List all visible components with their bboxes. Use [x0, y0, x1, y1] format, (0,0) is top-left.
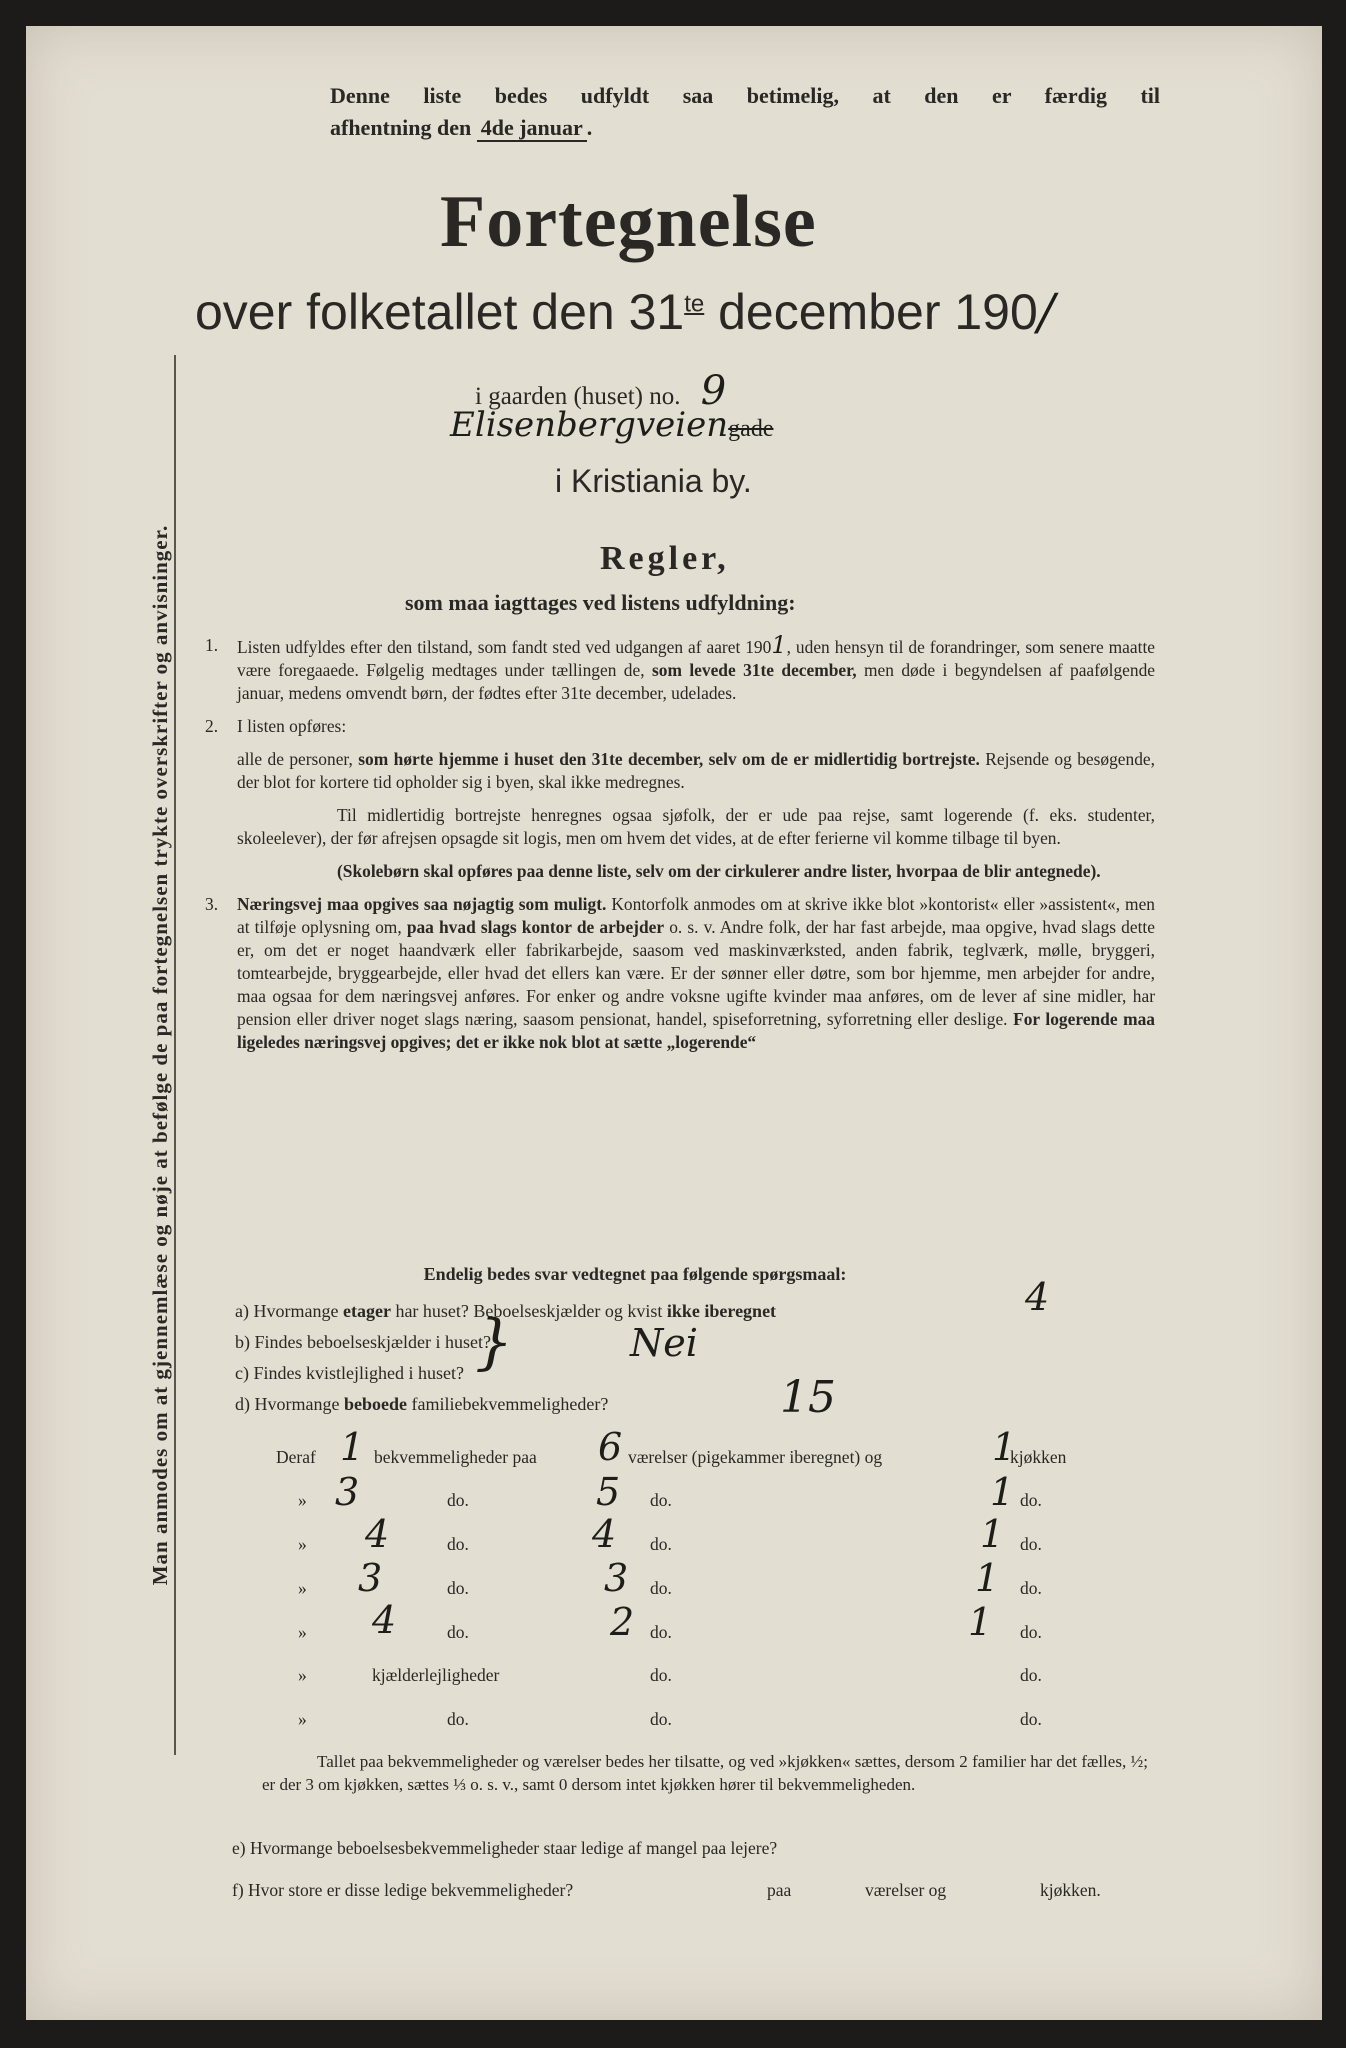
do-label: do. — [447, 1578, 469, 1598]
question-a-bold-1: etager — [342, 1301, 391, 1321]
sidebar-instruction-text: Man anmodes om at gjennemlæse og nøje at befølge de paa fortegnelsen trykte overskrifter og anvisninger. — [148, 524, 172, 1586]
do-label: do. — [650, 1578, 672, 1598]
subtitle-pre: over folketallet den 31 — [195, 284, 685, 340]
subtitle-post: december 190 — [704, 284, 1038, 340]
delivery-note-period: . — [586, 115, 593, 140]
row-1-bekv-handwritten: 1 — [340, 1425, 365, 1469]
rule-1-year-handwritten: 1 — [771, 631, 787, 659]
row-3-bekv-handwritten: 4 — [365, 1512, 390, 1556]
ditto-mark: » — [298, 1534, 307, 1554]
row-2-bekv-handwritten: 3 — [335, 1470, 360, 1514]
city-line: i Kristiania by. — [555, 463, 752, 499]
bekv-label: bekvemmeligheder paa — [374, 1447, 537, 1467]
do-label: do. — [1020, 1665, 1042, 1685]
rule-1-text-c: men døde i begyndelsen af paafølgende januar, medens omvendt børn, der fødtes efter 31te december, udelades. — [237, 660, 1155, 703]
rule-2-p1-b: Rejsende og besøgende, der blot for kortere tid opholder sig i byen, skal ikke medregnes. — [237, 749, 1155, 792]
street-name-handwritten: Elisenbergveien — [450, 405, 729, 445]
rule-1-text-a: Listen udfyldes efter den tilstand, som fandt sted ved udgangen af aaret 190 — [237, 637, 772, 657]
ditto-mark: » — [298, 1709, 307, 1729]
do-label: do. — [447, 1622, 469, 1642]
do-label: do. — [650, 1709, 672, 1729]
street-suffix-struck: gade — [728, 416, 774, 442]
delivery-note — [330, 80, 1160, 144]
do-label: do. — [1020, 1622, 1042, 1642]
rule-3-bold-2: paa hvad slags kontor de arbejder — [406, 917, 665, 937]
subtitle-sup: te — [684, 290, 705, 318]
questions-heading: Endelig bedes svar vedtegnet paa følgende spørgsmaal: — [423, 1264, 847, 1284]
kjaelder-label: kjælderlejligheder — [372, 1665, 500, 1685]
rule-number: 1. — [205, 635, 219, 655]
vaer-label: værelser (pigekammer iberegnet) og — [628, 1447, 883, 1467]
question-c-text: c) Findes kvistlejlighed i huset? — [235, 1363, 464, 1383]
row-5-bekv-handwritten: 4 — [372, 1598, 397, 1642]
row-1-vaer-handwritten: 6 — [598, 1425, 623, 1469]
row-5-vaer-handwritten: 2 — [610, 1600, 635, 1644]
rule-number: 2. — [205, 716, 219, 736]
delivery-note-line2-pre: afhentning den — [330, 115, 472, 140]
rule-1 — [205, 631, 1155, 705]
year-handwritten: / — [1037, 283, 1055, 341]
row-4-kjokken-handwritten: 1 — [975, 1556, 1000, 1600]
rule-3-bold-1: Næringsvej maa opgives saa nøjagtig som muligt. — [237, 894, 607, 914]
row-3-vaer-handwritten: 4 — [592, 1512, 617, 1556]
question-f-vaer: værelser og — [865, 1880, 947, 1900]
do-label: do. — [447, 1534, 469, 1554]
rules-subheading: som maa iagttages ved listens udfyldning: — [405, 590, 796, 615]
row-3-kjokken-handwritten: 1 — [980, 1512, 1005, 1556]
do-label: do. — [1020, 1534, 1042, 1554]
brace-mark: } — [475, 1307, 514, 1377]
rule-3-text-b: o. s. v. Andre folk, der har fast arbejde, maa opgive, hvad slags dette er, om det er noget haandværk eller fabrikarbejde, saasom ved maskinværksted, anden fabrik, teglværk, mølle, bryggeri, tomtearbejde, bryggearbejde, eller hvad det ellers kan være. Er der sønner eller døtre, som bor hjemme, men arbejder for andre, maa ogsaa for dem næringsvej anføres. For enker og andre voksne ugifte kvinder maa anføres, om de lever af sine midler, har pension eller driver noget slags næring, saasom pensionat, handel, spiseforretning, syforretning eller deslige. — [237, 917, 1155, 1029]
ditto-mark: » — [298, 1665, 307, 1685]
question-a-mid: har huset? Beboelseskjælder og kvist — [390, 1301, 667, 1321]
row-2-kjokken-handwritten: 1 — [990, 1470, 1015, 1514]
house-number-handwritten: 9 — [700, 368, 727, 414]
rules-list — [205, 631, 1156, 1064]
rule-3 — [205, 893, 1155, 1054]
instruction-sidebar — [118, 355, 178, 1755]
rule-1-text-b: , uden hensyn til de forandringer, som senere maatte være foregaaede. Følgelig medtages under tællingen de, — [237, 637, 1155, 680]
rule-2-p1-bold: som hørte hjemme i huset den 31te december, selv om de er midlertidig bortrejste. — [358, 749, 980, 769]
do-label: do. — [447, 1709, 469, 1729]
rule-2-p2: Til midlertidig bortrejste henregnes ogsaa sjøfolk, der er ude paa rejse, samt logerende (f. eks. studenter, skoleelever), der før afrejsen opsagde sit logis, men om hvem det vides, at de efter ferierne vil komme tilbage til byen. — [237, 805, 1155, 848]
rule-2-intro: I listen opføres: — [237, 716, 347, 736]
do-label: do. — [447, 1490, 469, 1510]
question-d-pre: d) Hvormange — [235, 1394, 344, 1414]
do-label: do. — [650, 1490, 672, 1510]
ditto-mark: » — [298, 1622, 307, 1642]
rule-3-bold-3: For logerende maa ligeledes næringsvej opgives; det er ikke nok blot at sætte „logerende“ — [237, 1009, 1155, 1052]
rule-2-p3: (Skolebørn skal opføres paa denne liste, selv om der cirkulerer andre lister, hvorpaa de blir antegnede). — [337, 861, 1101, 881]
form-subtitle — [195, 283, 1055, 341]
sidebar-divider-line — [174, 355, 176, 1755]
rule-2-p1-a: alle de personer, — [237, 749, 359, 769]
questions-section — [235, 1264, 1155, 1425]
street-line — [450, 405, 773, 445]
ditto-mark: » — [298, 1490, 307, 1510]
row-4-bekv-handwritten: 3 — [358, 1556, 383, 1600]
question-f-kjokken: kjøkken. — [1040, 1880, 1101, 1900]
rules-heading: Regler, — [600, 540, 730, 577]
row-2-vaer-handwritten: 5 — [596, 1470, 621, 1514]
question-b-text: b) Findes beboelseskjælder i huset? — [235, 1332, 491, 1352]
rule-1-bold: som levede 31te december, — [651, 660, 857, 680]
tallet-note — [262, 1750, 1148, 1796]
house-number-label: i gaarden (huset) no. — [475, 383, 681, 410]
question-bc-answer-handwritten: Nei — [630, 1321, 698, 1365]
delivery-date: 4de januar — [477, 115, 587, 142]
row-1-kjokken-handwritten: 1 — [992, 1425, 1017, 1469]
form-title: Fortegnelse — [440, 181, 817, 263]
ditto-mark: » — [298, 1578, 307, 1598]
tallet-text: Tallet paa bekvemmeligheder og værelser bedes her tilsatte, og ved »kjøkken« sættes, dersom 2 familier har det fælles, ½; er der 3 om kjøkken, sættes ⅓ o. s. v., samt 0 dersom intet kjøkken hører til bekvemmeligheden. — [262, 1752, 1148, 1794]
question-a-bold-2: ikke iberegnet — [666, 1301, 777, 1321]
question-f-paa: paa — [767, 1880, 792, 1900]
question-d-answer-handwritten: 15 — [780, 1372, 836, 1423]
kjokken-label: kjøkken — [1010, 1447, 1067, 1467]
row-4-vaer-handwritten: 3 — [604, 1556, 629, 1600]
do-label: do. — [650, 1622, 672, 1642]
do-label: do. — [650, 1534, 672, 1554]
rule-number: 3. — [205, 894, 219, 914]
do-label: do. — [650, 1665, 672, 1685]
question-f — [232, 1880, 1152, 1901]
question-d-bold: beboede — [343, 1394, 407, 1414]
question-a-pre: a) Hvormange — [235, 1301, 343, 1321]
delivery-note-line1: Denne liste bedes udfyldt saa betimelig, at den er færdig til — [330, 83, 1160, 108]
do-label: do. — [1020, 1490, 1042, 1510]
question-f-text: f) Hvor store er disse ledige bekvemmeligheder? — [232, 1880, 574, 1900]
question-d-post: familiebekvemmeligheder? — [406, 1394, 609, 1414]
question-a-answer-handwritten: 4 — [1025, 1275, 1050, 1319]
rule-2 — [205, 715, 1155, 883]
do-label: do. — [1020, 1709, 1042, 1729]
deraf-label: Deraf — [276, 1447, 316, 1467]
question-e: e) Hvormange beboelsesbekvemmeligheder staar ledige af mangel paa lejere? — [232, 1838, 778, 1858]
do-label: do. — [1020, 1578, 1042, 1598]
row-5-kjokken-handwritten: 1 — [968, 1600, 993, 1644]
rule-3-text-a: Kontorfolk anmodes om at skrive ikke blot »kontorist« eller »assistent«, men at tilføje oplysning om, — [237, 894, 1156, 937]
